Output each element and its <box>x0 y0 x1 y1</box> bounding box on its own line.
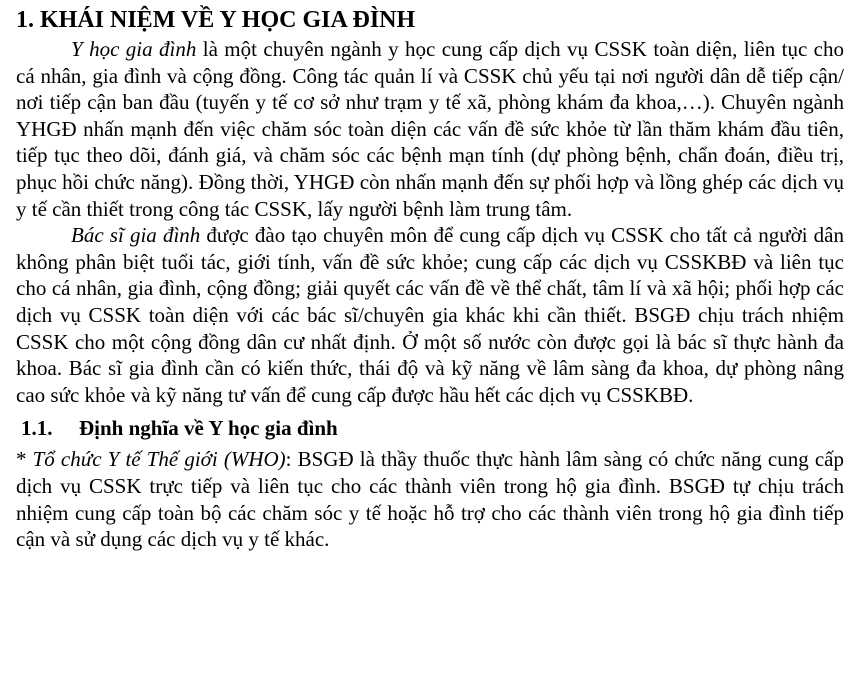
paragraph-family-doctor-text: được đào tạo chuyên môn để cung cấp dịch vụ CSSK cho tất cả người dân không phân biệt tuổi tác, giới tính, vấn đề sức khỏe; cung cấp các dịch vụ CSSKBĐ và liên tục cho cá nhân, gia đình, cộng đồng; giải quyết các vấn đề về thể chất, tâm lí và xã hội; phối hợp các dịch vụ CSSK toàn diện với các bác sĩ/chuyên gia khác khi cần thiết. BSGĐ chịu trách nhiệm CSSK cho một cộng đồng dân cư nhất định. Ở một số nước còn được gọi là bác sĩ thực hành đa khoa. Bác sĩ gia đình cần có kiến thức, thái độ và kỹ năng về lâm sàng đa khoa, dự phòng nâng cao sức khỏe và kỹ năng tư vấn để cung cấp được hầu hết các dịch vụ CSSKBĐ. <box>16 223 844 407</box>
subsection-title: Định nghĩa về Y học gia đình <box>79 416 338 441</box>
paragraph-who-definition-text: : BSGĐ là thầy thuốc thực hành lâm sàng có chức năng cung cấp dịch vụ CSSK trực tiếp và liên tục cho các thành viên trong hộ gia đình. BSGĐ tự chịu trách nhiệm cung cấp toàn bộ các chăm sóc y tế hoặc hỗ trợ cho các thành viên trong hộ gia đình tiếp cận và sử dụng các dịch vụ y tế khác. <box>16 447 845 552</box>
paragraph-who-definition <box>16 446 844 552</box>
term-family-doctor: Bác sĩ gia đình <box>71 223 201 248</box>
subsection-heading <box>16 408 844 446</box>
subsection-number: 1.1. <box>21 416 53 441</box>
term-who: Tổ chức Y tế Thế giới (WHO) <box>32 447 286 472</box>
paragraph-family-medicine <box>16 36 844 222</box>
term-family-medicine: Y học gia đình <box>71 37 197 61</box>
paragraph-family-doctor <box>16 222 844 408</box>
section-title: 1. KHÁI NIỆM VỀ Y HỌC GIA ĐÌNH <box>16 7 416 33</box>
paragraph-family-medicine-text: là một chuyên ngành y học cung cấp dịch vụ CSSK toàn diện, liên tục cho cá nhân, gia đình và cộng đồng. Công tác quản lí và CSSK chủ yếu tại nơi người dân dễ tiếp cận/ nơi tiếp cận ban đầu (tuyến y tế cơ sở như trạm y tế xã, phòng khám đa khoa,…). Chuyên ngành YHGĐ nhấn mạnh đến việc chăm sóc toàn diện các vấn đề sức khỏe từ lần thăm khám đầu tiên, tiếp tục theo dõi, đánh giá, và chăm sóc các bệnh mạn tính (dự phòng bệnh, chẩn đoán, điều trị, phục hồi chức năng). Đồng thời, YHGĐ còn nhấn mạnh đến sự phối hợp và lồng ghép các dịch vụ y tế cần thiết trong công tác CSSK, lấy người bệnh làm trung tâm. <box>16 37 844 221</box>
document-page <box>16 6 844 553</box>
bullet-marker: * <box>16 447 33 472</box>
